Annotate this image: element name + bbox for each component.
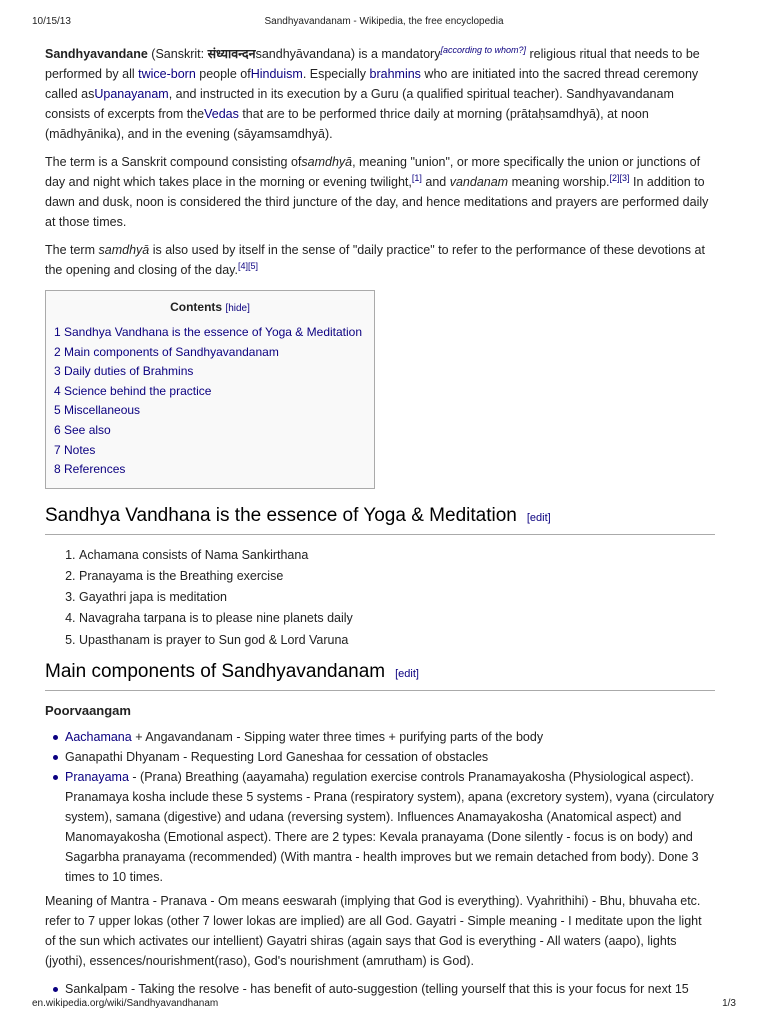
section-heading-components: Main components of Sandhyavandanam [edit]: [45, 659, 715, 691]
article-subject: Sandhyavandane: [45, 47, 148, 61]
list-item: 2. Pranayama is the Breathing exercise: [79, 566, 715, 587]
toc-hide-toggle[interactable]: [hide]: [225, 303, 250, 314]
page-url: en.wikipedia.org/wiki/Sandhyavandhanam: [32, 998, 219, 1009]
list-item: 1. Achamana consists of Nama Sankirthana: [79, 545, 715, 566]
list-item: Sankalpam - Taking the resolve - has benefit of auto-suggestion (telling yourself that this is your focus for next 15: [65, 979, 715, 999]
intro-paragraph-1: Sandhyavandane (Sanskrit: संध्यावन्दनsandhyāvandana) is a mandatory[according to whom?] religious ritual that needs to be performed by all twice-born people ofHinduism. Especially brahmins who are initiated into the sacred thread ceremony called asUpanayanam, and instructed in its execution by a Guru (a qualified spiritual teacher). Sandhyavandanam consists of excerpts from theVedas that are to be performed thrice daily at morning (prātaḥsamdhyā), at noon (mādhyānika), and in the evening (sāyamsamdhyā).: [45, 44, 700, 141]
link-vedas[interactable]: Vedas: [204, 107, 239, 121]
link-brahmins[interactable]: brahmins: [369, 67, 421, 81]
components-list-continued: [45, 979, 715, 999]
essence-list: [45, 545, 715, 651]
list-item: Pranayama - (Prana) Breathing (aayamaha) regulation exercise controls Pranamayakosha (Physiological aspect). Pranamaya kosha include these 5 systems - Prana (respiratory system), apana (excretory system), vyana (circulatory system), samana (digestive) and udana (reversing system). Influences Anamayakosha (Anatomical aspect) and Manomayakosha (Emotional aspect). There are 2 types: Kevala pranayama (Done silently - focus is on body) and Sagarbha pranayama (recommended) (With mantra - health improves but we remain detached from body). Done 3 times to 10 times.: [65, 767, 715, 887]
table-of-contents: [45, 290, 375, 489]
edit-section-link[interactable]: [edit]: [526, 511, 551, 524]
devanagari-term: संध्यावन्दन: [207, 47, 256, 61]
list-item: 4. Navagraha tarpana is to please nine planets daily: [79, 608, 715, 629]
mantra-paragraph: Meaning of Mantra - Pranava - Om means eeswarah (implying that God is everything). Vyahrithihi) - Bhu, bhuvaha etc. refer to 7 upper lokas (other 7 lower lokas are implied) are all God. Gayatri - Simple meaning - I meditate upon the light of the sun which activates our intellient) Gayatri shiras (again says that God is everything - All waters (aapo), lights (jyothi), essences/nourishment(raso), God's nourishment (amrutham) is God).: [45, 893, 702, 968]
toc-title: Contents: [170, 300, 223, 314]
citation-link[interactable]: [1]: [411, 172, 422, 183]
components-list: [45, 727, 715, 887]
link-aachamana[interactable]: Aachamana: [65, 729, 132, 744]
citation-link[interactable]: [4][5]: [237, 260, 258, 271]
page-number: 1/3: [722, 998, 736, 1009]
section-heading-yoga: Sandhya Vandhana is the essence of Yoga & Meditation [edit]: [45, 503, 715, 535]
subheading-poorvaangam: Poorvaangam: [45, 702, 131, 718]
link-upanayanam[interactable]: Upanayanam: [94, 87, 169, 101]
print-footer: [32, 998, 736, 1012]
intro-paragraph-2: The term is a Sanskrit compound consisting ofsamdhyā, meaning "union", or more specifically the union or junctions of day and night which takes place in the morning or evening twilight,[1] and vandanam meaning worship.[2][3] In addition to dawn and dusk, noon is considered the third juncture of the day, and hence meditations and prayers are performed daily at those times.: [45, 155, 709, 229]
list-item: 5. Upasthanam is prayer to Sun god & Lord Varuna: [79, 630, 715, 651]
toc-item[interactable]: 7 Notes: [54, 442, 96, 457]
toc-item[interactable]: 8 References: [54, 462, 126, 477]
list-item: Aachamana + Angavandanam - Sipping water three times + purifying parts of the body: [65, 727, 715, 747]
print-date: 10/15/13: [32, 16, 71, 27]
toc-item[interactable]: 5 Miscellaneous: [54, 403, 141, 418]
toc-item[interactable]: 3 Daily duties of Brahmins: [54, 364, 194, 379]
link-pranayama[interactable]: Pranayama: [65, 769, 129, 784]
article-content: [45, 44, 715, 1003]
toc-item[interactable]: 6 See also: [54, 422, 111, 437]
print-header: [32, 16, 736, 30]
toc-item[interactable]: 4 Science behind the practice: [54, 383, 212, 398]
edit-section-link[interactable]: [edit]: [395, 667, 419, 680]
print-title: Sandhyavandanam - Wikipedia, the free encyclopedia: [264, 16, 504, 27]
toc-item[interactable]: 1 Sandhya Vandhana is the essence of Yoga & Meditation: [54, 325, 363, 339]
link-twice-born[interactable]: twice-born: [138, 67, 196, 81]
citation-needed-link[interactable]: [according to whom?]: [440, 44, 526, 55]
toc-header: [54, 297, 366, 319]
intro-paragraph-3: The term samdhyā is also used by itself in the sense of "daily practice" to refer to the performance of these devotions at the opening and closing of the day.[4][5]: [45, 243, 705, 277]
citation-link[interactable]: [2][3]: [609, 172, 630, 183]
toc-item[interactable]: 2 Main components of Sandhyavandanam: [54, 344, 279, 359]
link-hinduism[interactable]: Hinduism: [250, 67, 303, 81]
list-item: Ganapathi Dhyanam - Requesting Lord Ganeshaa for cessation of obstacles: [65, 747, 715, 767]
list-item: 3. Gayathri japa is meditation: [79, 587, 715, 608]
